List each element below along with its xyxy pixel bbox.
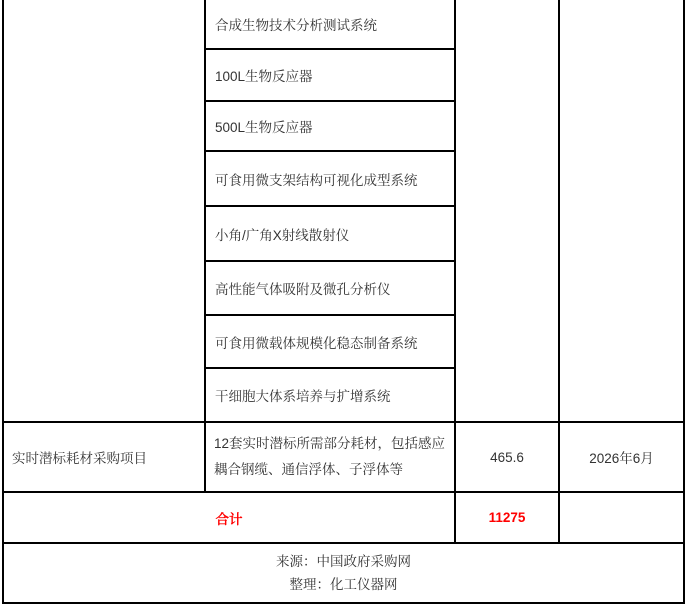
equipment-item-cell: 500L生物反应器 (205, 101, 455, 151)
total-label-cell: 合计 (3, 492, 455, 543)
table-row (3, 0, 684, 49)
equipment-item-cell: 干细胞大体系培养与扩增系统 (205, 368, 455, 422)
compiler-text: 整理：化工仪器网 (289, 577, 398, 592)
equipment-item-cell: 可食用微载体规模化稳态制备系统 (205, 315, 455, 368)
amount-merged-empty-cell (455, 0, 559, 422)
date-merged-empty-cell (559, 0, 684, 422)
project-amount-cell: 465.6 (455, 422, 559, 492)
equipment-item-cell: 可食用微支架结构可视化成型系统 (205, 151, 455, 206)
procurement-table (2, 0, 685, 604)
source-text: 来源：中国政府采购网 (276, 554, 411, 569)
equipment-item-cell: 100L生物反应器 (205, 49, 455, 101)
total-amount-cell: 11275 (455, 492, 559, 543)
footer-row (3, 543, 684, 603)
equipment-item-cell: 小角/广角X射线散射仪 (205, 206, 455, 261)
project-name-merged-empty-cell (3, 0, 205, 422)
total-row (3, 492, 684, 543)
equipment-item-cell: 合成生物技术分析测试系统 (205, 0, 455, 49)
total-empty-cell (559, 492, 684, 543)
project-date-cell: 2026年6月 (559, 422, 684, 492)
project-description-cell: 12套实时潜标所需部分耗材，包括感应耦合钢缆、通信浮体、子浮体等 (205, 422, 455, 492)
equipment-item-cell: 高性能气体吸附及微孔分析仪 (205, 261, 455, 315)
footer-cell (3, 543, 684, 603)
project-name-cell: 实时潜标耗材采购项目 (3, 422, 205, 492)
project-row (3, 422, 684, 492)
